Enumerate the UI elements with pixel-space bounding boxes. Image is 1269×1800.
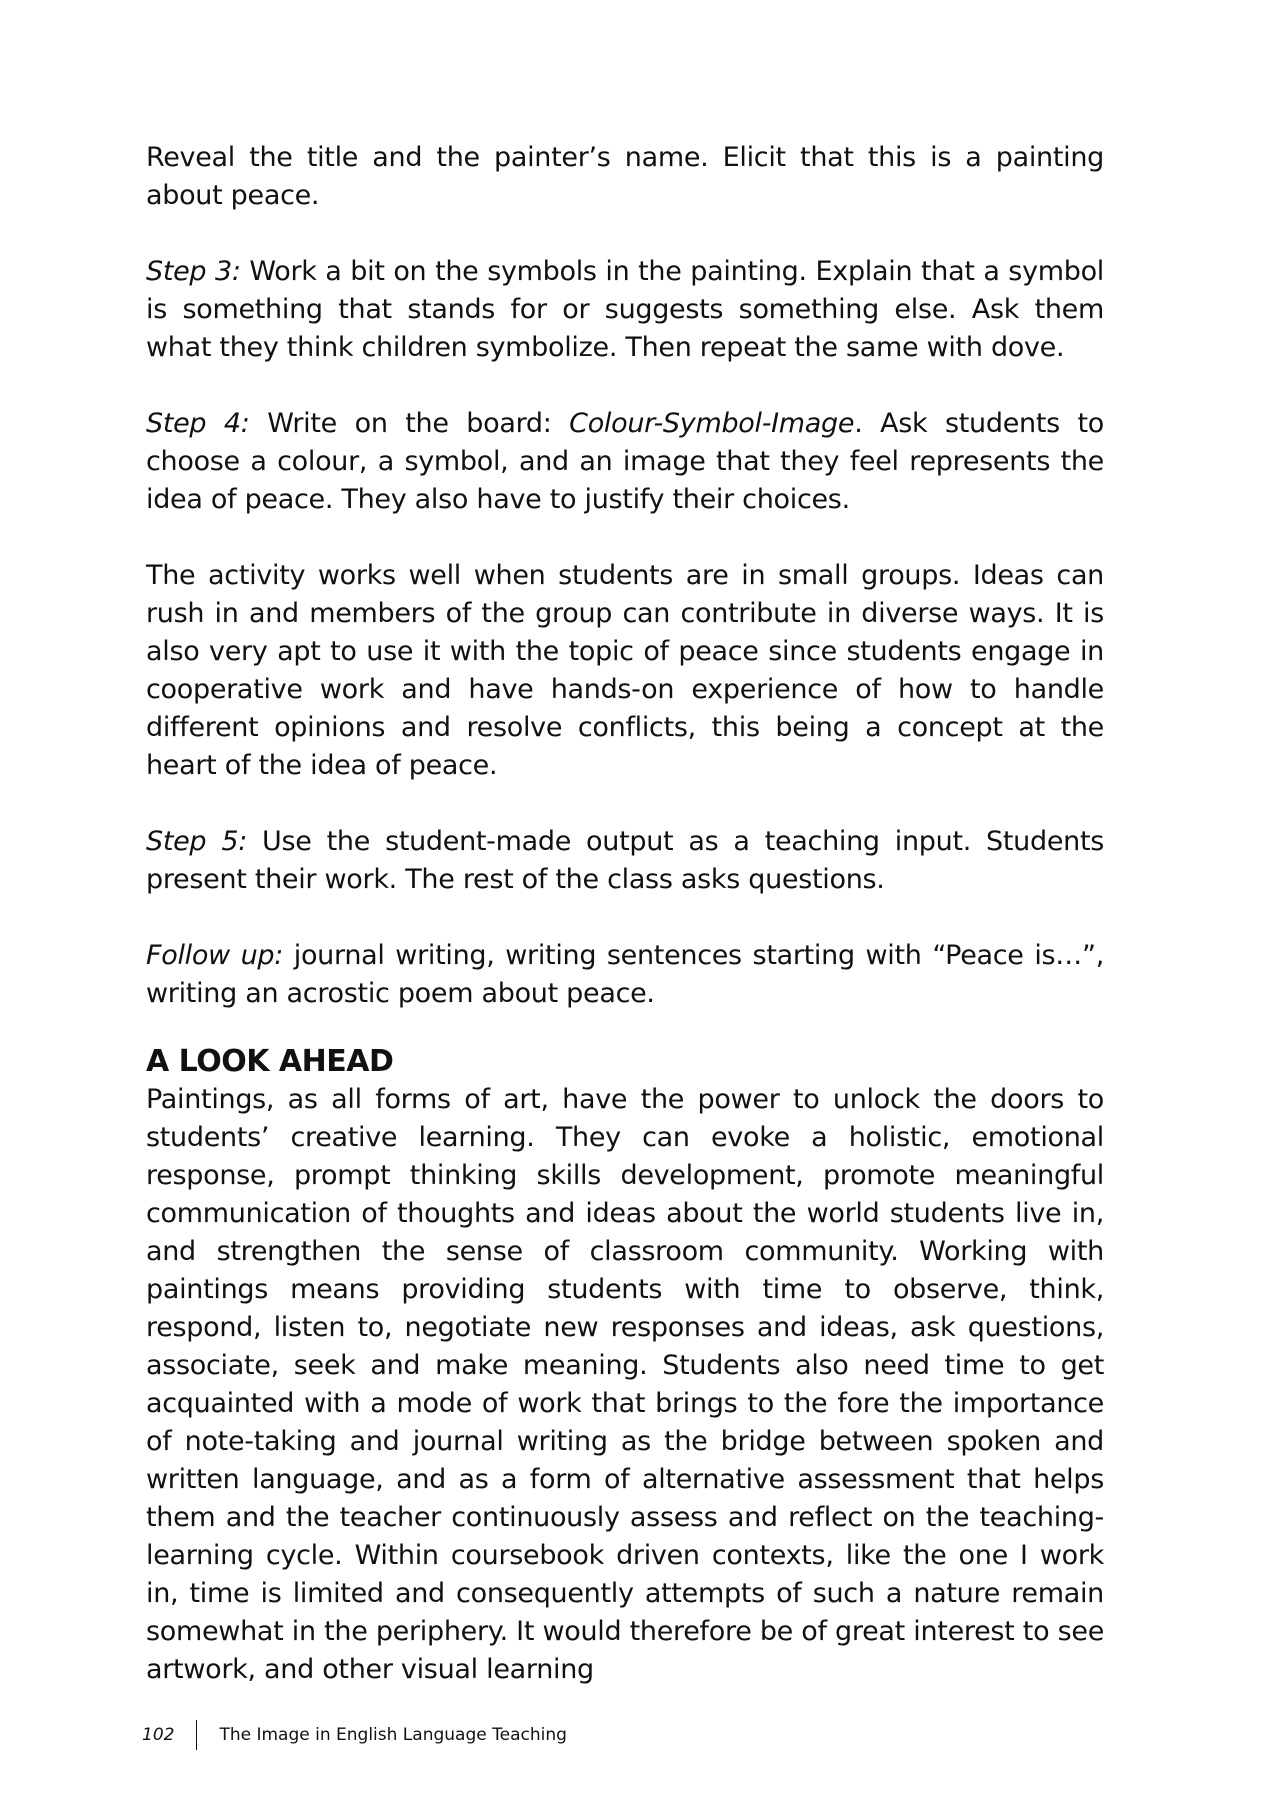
- page-content: [146, 139, 1104, 1727]
- emphasis-text: Colour-Symbol-Image: [569, 408, 855, 439]
- page-number: 102: [142, 1725, 175, 1745]
- step-label: Step 3:: [146, 256, 241, 287]
- step-label: Follow up:: [146, 940, 284, 971]
- step-label: Step 5:: [146, 826, 247, 857]
- section-body: Paintings, as all forms of art, have the power to unlock the doors to students’ creative learning. They can evoke a holistic, emotional response, prompt thinking skills development, promote meaningful communication of thoughts and ideas about the world students live in, and strengthen the sense of classroom community. Working with paintings means providing students with time to observe, think, respond, listen to, negotiate new responses and ideas, ask questions, associate, seek and make meaning. Students also need time to get acquainted with a mode of work that brings to the fore the importance of note-taking and journal writing as the bridge between spoken and written language, and as a form of alternative assessment that helps them and the teacher continuously assess and reflect on the teaching-learning cycle. Within coursebook driven contexts, like the one I work in, time is limited and consequently attempts of such a nature remain somewhat in the periphery. It would therefore be of great interest to see artwork, and other visual learning: [146, 1084, 1104, 1685]
- footer-divider: [196, 1720, 197, 1750]
- paragraph-step-4: Step 4: Write on the board: Colour-Symbol-Image. Ask students to choose a colour, a symbol, and an image that they feel represents the idea of peace. They also have to justify their choices.: [146, 408, 1105, 515]
- book-title: The Image in English Language Teaching: [219, 1725, 567, 1745]
- page-footer: [142, 1720, 567, 1750]
- paragraph-step-5: Step 5: Use the student-made output as a teaching input. Students present their work. The rest of the class asks questions.: [146, 826, 1105, 895]
- paragraph-reveal-title: Reveal the title and the painter’s name. Elicit that this is a painting about peace.: [146, 142, 1104, 211]
- paragraph-step-3: Step 3: Work a bit on the symbols in the painting. Explain that a symbol is something that stands for or suggests something else. Ask them what they think children symbolize. Then repeat the same with dove.: [146, 256, 1105, 363]
- paragraph-follow-up: Follow up: journal writing, writing sentences starting with “Peace is…”, writing an acrostic poem about peace.: [146, 940, 1104, 1009]
- section-heading: A LOOK AHEAD: [146, 1044, 394, 1079]
- paragraph-group-activity: The activity works well when students are in small groups. Ideas can rush in and members of the group can contribute in diverse ways. It is also very apt to use it with the topic of peace since students engage in cooperative work and have hands-on experience of how to handle different opinions and resolve conflicts, this being a concept at the heart of the idea of peace.: [146, 560, 1104, 781]
- step-label: Step 4:: [146, 408, 250, 439]
